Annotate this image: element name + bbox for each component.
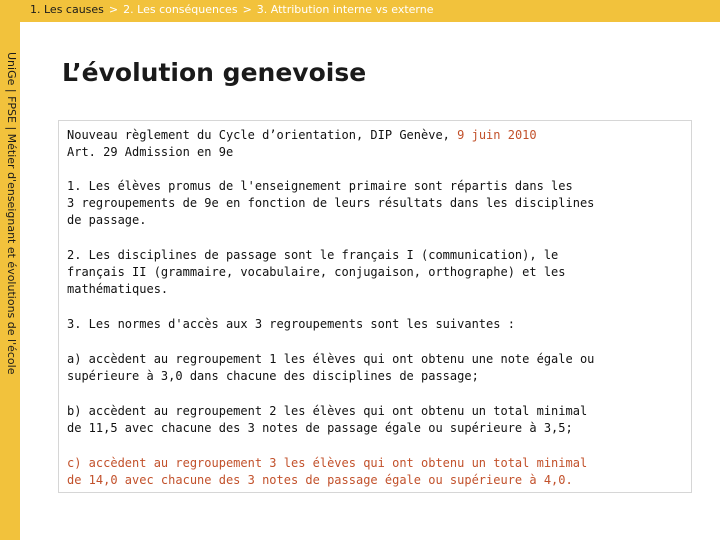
slide-title: L’évolution genevoise	[62, 58, 367, 87]
sidebar	[0, 22, 20, 540]
paragraph-a: a) accèdent au regroupement 1 les élèves qui ont obtenu une note égale ou supérieure à 3,0 dans chacune des disciplines de passage;	[67, 352, 595, 383]
breadcrumb-item-causes[interactable]: 1. Les causes	[30, 3, 104, 16]
intro-date: 9 juin 2010	[457, 128, 537, 142]
breadcrumb-item-attribution[interactable]: 3. Attribution interne vs externe	[256, 3, 434, 16]
top-navigation-bar	[0, 0, 720, 22]
paragraph-1: 1. Les élèves promus de l'enseignement primaire sont répartis dans les 3 regroupements de 9e en fonction de leurs résultats dans les disciplines de passage.	[67, 179, 595, 227]
breadcrumb	[30, 3, 433, 16]
paragraph-3: 3. Les normes d'accès aux 3 regroupements sont les suivantes :	[67, 317, 515, 331]
intro-paragraph	[67, 127, 691, 161]
content-box	[58, 120, 692, 493]
paragraph-c: c) accèdent au regroupement 3 les élèves qui ont obtenu un total minimal de 14,0 avec chacune des 3 notes de passage égale ou supérieure à 4,0.	[67, 456, 588, 487]
breadcrumb-separator: >	[108, 3, 119, 16]
intro-article: Art. 29 Admission en 9e	[67, 145, 234, 159]
paragraph-2: 2. Les disciplines de passage sont le français I (communication), le français II (grammaire, vocabulaire, conjugaison, orthographe) et les mathématiques.	[67, 248, 566, 296]
sidebar-label: UniGe | FPSE | Métier d'enseignant et évolutions de l'école	[5, 52, 18, 375]
paragraph-b: b) accèdent au regroupement 2 les élèves qui ont obtenu un total minimal de 11,5 avec chacune des 3 notes de passage égale ou supérieure à 3,5;	[67, 404, 588, 435]
breadcrumb-separator: >	[242, 3, 252, 16]
breadcrumb-item-consequences[interactable]: 2. Les conséquences	[123, 3, 238, 16]
intro-text: Nouveau règlement du Cycle d’orientation, DIP Genève,	[67, 128, 458, 142]
